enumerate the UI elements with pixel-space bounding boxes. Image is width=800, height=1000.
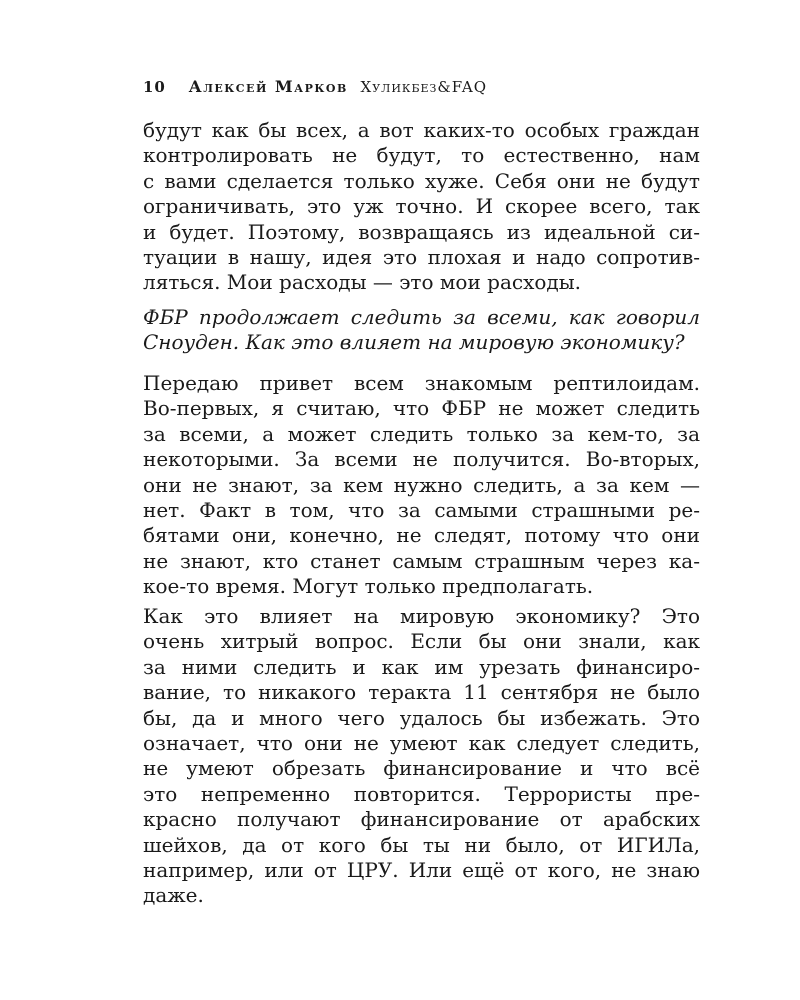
text-line: Сноуден. Как это влияет на мировую экономику? — [143, 330, 685, 355]
text-line: Во-первых, я считаю, что ФБР не может следить — [143, 396, 700, 421]
text-line: бы, да и много чего удалось бы избежать. Это — [143, 705, 700, 730]
text-line: туации в нашу, идея это плохая и надо сопротив- — [143, 245, 700, 270]
text-line: за ними следить и как им урезать финансиро- — [143, 654, 700, 679]
text-line: ФБР продолжает следить за всеми, как говорил — [143, 305, 700, 329]
book-title: Хуликбез&FAQ — [360, 78, 487, 96]
author-name: Алексей Марков — [188, 77, 348, 96]
question-paragraph — [143, 305, 700, 356]
text-line: ограничивать, это уж точно. И скорее всего, так — [143, 194, 700, 219]
paragraph — [143, 118, 700, 296]
running-header — [143, 77, 487, 96]
text-line: например, или от ЦРУ. Или ещё от кого, не знаю — [143, 858, 700, 883]
text-line: не умеют обрезать финансирование и что всё — [143, 756, 700, 781]
text-line: очень хитрый вопрос. Если бы они знали, как — [143, 629, 700, 654]
text-line: Как это влияет на мировую экономику? Это — [143, 604, 700, 628]
text-line: ляться. Мои расходы — это мои расходы. — [143, 270, 581, 295]
text-line: будут как бы всех, а вот каких-то особых граждан — [143, 118, 700, 142]
paragraph — [143, 604, 700, 909]
text-line: бятами они, конечно, не следят, потому что они — [143, 523, 700, 548]
text-line: за всеми, а может следить только за кем-то, за — [143, 421, 700, 446]
text-line: контролировать не будут, то естественно, нам — [143, 143, 700, 168]
text-line: нет. Факт в том, что за самыми страшными ре- — [143, 498, 700, 523]
text-line: это непременно повторится. Террористы пре- — [143, 781, 700, 806]
text-line: кое-то время. Могут только предполагать. — [143, 574, 594, 599]
text-line: означает, что они не умеют как следует следить, — [143, 731, 700, 756]
text-line: Передаю привет всем знакомым рептилоидам. — [143, 371, 700, 395]
text-line: вание, то никакого теракта 11 сентября не было — [143, 680, 700, 705]
text-line: с вами сделается только хуже. Себя они не будут — [143, 168, 700, 193]
text-line: красно получают финансирование от арабских — [143, 807, 700, 832]
text-line: даже. — [143, 883, 204, 908]
text-line: не знают, кто станет самым страшным через ка- — [143, 548, 700, 573]
text-line: они не знают, за кем нужно следить, а за кем — — [143, 472, 700, 497]
text-line: некоторыми. За всеми не получится. Во-вторых, — [143, 447, 700, 472]
page-number: 10 — [143, 78, 166, 96]
text-line: шейхов, да от кого бы ты ни было, от ИГИЛа, — [143, 832, 700, 857]
paragraph — [143, 371, 700, 600]
text-line: и будет. Поэтому, возвращаясь из идеальной си- — [143, 219, 700, 244]
